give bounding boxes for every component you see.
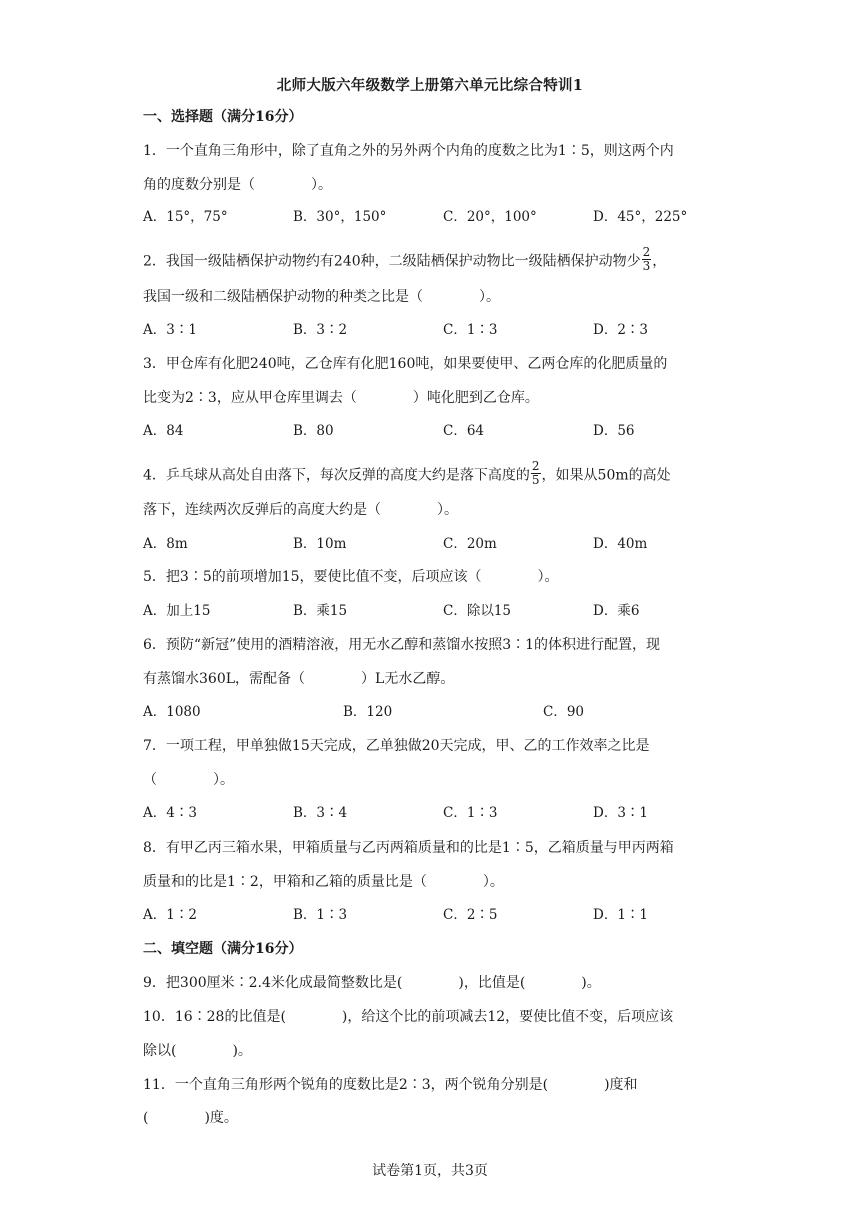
option-c: C．1∶3 [443,805,498,821]
option-c: C．20m [443,536,497,552]
option-b: B．乘15 [293,603,348,619]
option-c: C．20°，100° [443,209,537,225]
option-d: D．2∶3 [593,322,649,338]
section-heading-multiple-choice: 一、选择题（满分16分） [143,109,303,125]
option-a: A．4∶3 [143,805,197,821]
question-4-text-cont: 落下，连续两次反弹后的高度大约是（ ）。 [143,502,458,518]
question-4-text-pre: 4．乒乓球从高处自由落下，每次反弹的高度大约是落下高度的 [143,467,530,484]
fraction-denominator: 5 [531,473,540,487]
option-b: B．30°，150° [293,209,387,225]
option-d: D．45°，225° [593,209,688,225]
option-a: A．1∶2 [143,907,197,923]
question-11-text: 11．一个直角三角形两个锐角的度数比是2∶3，两个锐角分别是( )度和 [143,1077,638,1093]
option-a: A．8m [143,536,188,552]
option-b: B．80 [293,423,334,439]
question-2-text-pre: 2．我国一级陆栖保护动物约有240种，二级陆栖保护动物比一级陆栖保护动物少 [143,253,641,270]
question-2-text-post: ， [652,253,667,270]
question-3-options [143,421,743,441]
option-c: C．2∶5 [443,907,498,923]
question-6-text-cont: 有蒸馏水360L，需配备（ ）L无水乙醇。 [143,671,455,687]
option-a: A．84 [143,423,184,439]
question-3-text: 3．甲仓库有化肥240吨，乙仓库有化肥160吨，如果要使甲、乙两仓库的化肥质量的 [143,356,668,372]
question-2-options [143,320,743,340]
option-a: A．1080 [143,704,201,720]
option-c: C．64 [443,423,485,439]
question-7-text-cont: （ ）。 [143,772,234,788]
question-7-text: 7．一项工程，甲单独做15天完成，乙单独做20天完成，甲、乙的工作效率之比是 [143,738,650,754]
question-4-options [143,534,743,554]
question-8-options [143,905,743,925]
question-5-text: 5．把3∶5的前项增加15，要使比值不变，后项应该（ ）。 [143,569,559,585]
fraction-denominator: 3 [642,259,651,273]
question-1-text: 1．一个直角三角形中，除了直角之外的另外两个内角的度数之比为1∶5，则这两个内 [143,143,674,159]
section-heading-fill-in: 二、填空题（满分16分） [143,941,303,957]
fraction [642,246,652,273]
option-b: B．1∶3 [293,907,348,923]
question-3-text-cont: 比变为2∶3，应从甲仓库里调去（ ）吨化肥到乙仓库。 [143,390,539,406]
question-1-options [143,207,743,227]
question-10-text: 10．16∶28的比值是( )，给这个比的前项减去12，要使比值不变，后项应该 [143,1009,674,1025]
option-c: C．1∶3 [443,322,498,338]
question-6-text: 6．预防“新冠”使用的酒精溶液，用无水乙醇和蒸馏水按照3∶1的体积进行配置，现 [143,637,661,653]
question-1-text-cont: 角的度数分别是（ ）。 [143,177,332,193]
option-d: D．1∶1 [593,907,649,923]
option-b: B．3∶4 [293,805,348,821]
option-b: B．120 [343,704,393,720]
question-2-text [143,245,723,273]
option-b: B．3∶2 [293,322,348,338]
page-title: 北师大版六年级数学上册第六单元比综合特训1 [276,77,584,94]
option-d: D．40m [593,536,648,552]
option-c: C．除以15 [443,603,512,619]
option-d: D．3∶1 [593,805,649,821]
option-a: A．加上15 [143,603,211,619]
option-c: C．90 [543,704,585,720]
question-2-text-cont: 我国一级和二级陆栖保护动物的种类之比是（ ）。 [143,289,500,305]
question-6-options [143,702,743,722]
question-4-text-post: ，如果从50m的高处 [541,467,671,484]
option-d: D．乘6 [593,603,640,619]
fraction-numerator: 2 [531,459,540,473]
option-a: A．15°，75° [143,209,228,225]
question-10-text-cont: 除以( )。 [143,1043,252,1059]
page-footer: 试卷第1页，共3页 [372,1163,488,1179]
question-8-text: 8．有甲乙丙三箱水果，甲箱质量与乙丙两箱质量和的比是1∶5，乙箱质量与甲丙两箱 [143,840,674,856]
question-9-text: 9．把300厘米∶2.4米化成最简整数比是( )，比值是( )。 [143,975,601,991]
question-4-text [143,459,723,487]
option-d: D．56 [593,423,635,439]
question-8-text-cont: 质量和的比是1∶2，甲箱和乙箱的质量比是（ ）。 [143,874,504,890]
question-11-text-cont: ( )度。 [143,1110,238,1126]
fraction [531,460,541,487]
question-7-options [143,803,743,823]
option-b: B．10m [293,536,347,552]
question-5-options [143,601,743,621]
option-a: A．3∶1 [143,322,197,338]
fraction-numerator: 2 [642,245,651,259]
